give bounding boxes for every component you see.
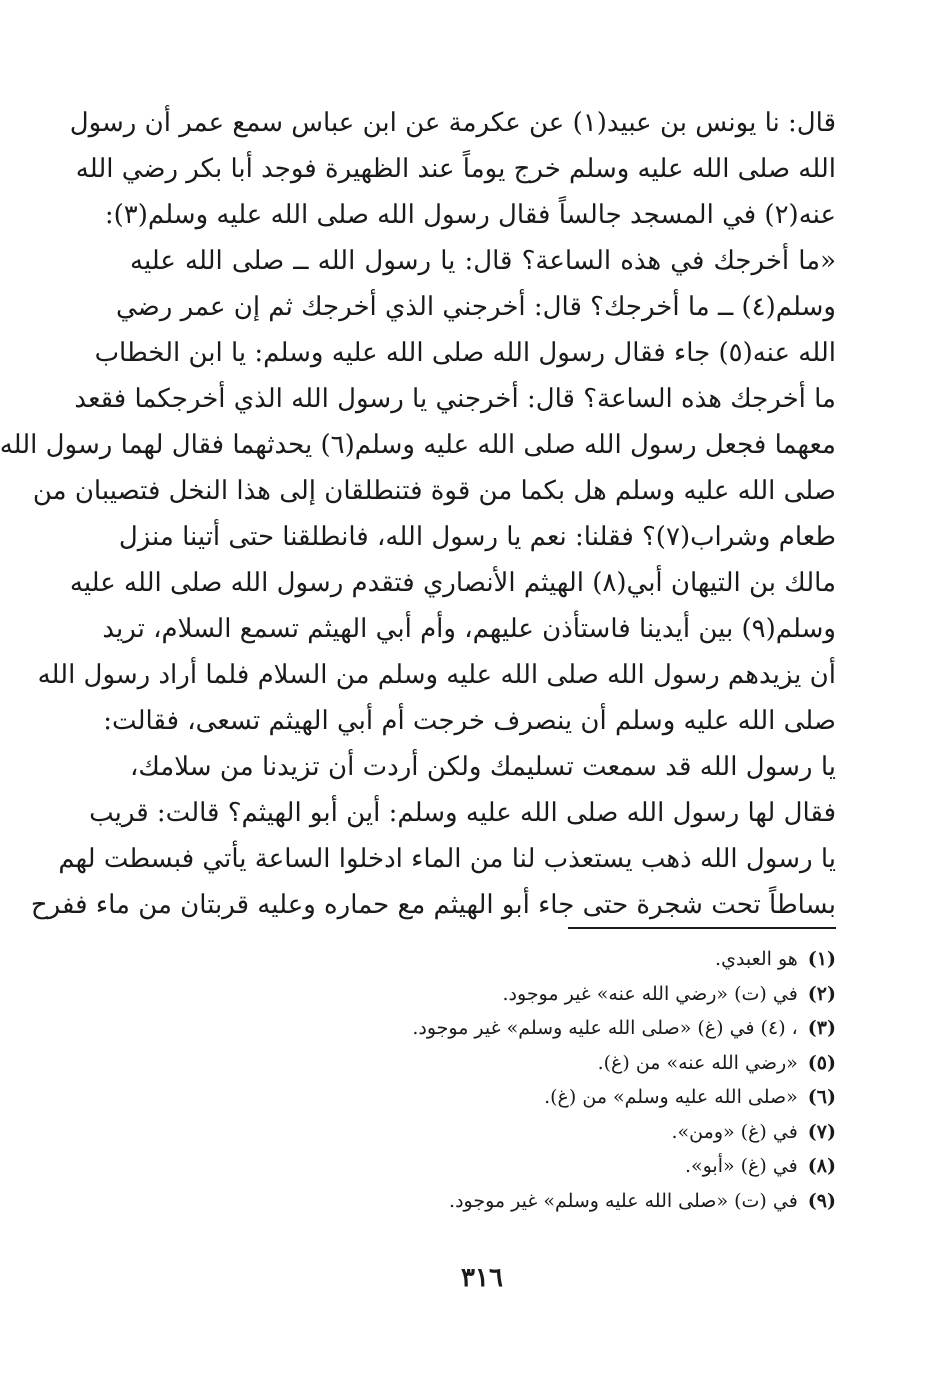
text-line: فقال لها رسول الله صلى الله عليه وسلم: أين أبو الهيثم؟ قالت: قريب [89, 798, 836, 828]
footnote-text: في (غ) «ومن». [671, 1120, 798, 1143]
footnote-text: «صلى الله عليه وسلم» من (غ). [544, 1086, 798, 1108]
footnote-number: (٦) [807, 1086, 836, 1108]
text-line: بساطاً تحت شجرة حتى جاء أبو الهيثم مع حماره وعليه قربتان من ماء ففرح [30, 890, 836, 920]
footnote-text: ، (٤) في (غ) «صلى الله عليه وسلم» غير موجود. [412, 1017, 798, 1039]
footnote-number: (١) [807, 948, 836, 970]
text-line: قال: نا يونس بن عبيد(١) عن عكرمة عن ابن عباس سمع عمر أن رسول [69, 108, 836, 138]
text-line: صلى الله عليه وسلم هل بكما من قوة فتنطلقان إلى هذا النخل فتصيبان من [32, 476, 836, 506]
text-line: معهما فجعل رسول الله صلى الله عليه وسلم(٦) يحدثهما فقال لهما رسول الله [0, 430, 836, 460]
footnote-item [276, 1011, 836, 1046]
footnote-text: في (ت) «رضي الله عنه» غير موجود. [502, 982, 798, 1005]
text-line: «ما أخرجك في هذه الساعة؟ قال: يا رسول الله ــ صلى الله عليه [130, 246, 836, 276]
text-line: يا رسول الله قد سمعت تسليمك ولكن أردت أن تزيدنا من سلامك، [130, 752, 836, 782]
footnote-item [276, 942, 836, 977]
footnote-number: (٥) [807, 1051, 836, 1074]
footnote-item [276, 1046, 836, 1081]
footnote-number: (٧) [807, 1120, 836, 1143]
footnote-text: في (ت) «صلى الله عليه وسلم» غير موجود. [449, 1189, 798, 1212]
footnote-item [276, 1149, 836, 1184]
text-line: الله عنه(٥) جاء فقال رسول الله صلى الله عليه وسلم: يا ابن الخطاب [94, 338, 836, 368]
main-text [0, 100, 836, 928]
footnote-text: هو العبدي. [715, 948, 798, 970]
text-line: ما أخرجك هذه الساعة؟ قال: أخرجني يا رسول الله الذي أخرجكما فقعد [74, 384, 836, 414]
text-line: أن يزيدهم رسول الله صلى الله عليه وسلم من السلام فلما أراد رسول الله [37, 660, 836, 690]
text-line: صلى الله عليه وسلم أن ينصرف خرجت أم أبي الهيثم تسعى، فقالت: [103, 706, 836, 736]
text-line: يا رسول الله ذهب يستعذب لنا من الماء ادخلوا الساعة يأتي فبسطت لهم [58, 844, 836, 874]
footnotes [276, 942, 836, 1218]
footnote-item [276, 977, 836, 1012]
text-line: طعام وشراب(٧)؟ فقلنا: نعم يا رسول الله، فانطلقنا حتى أتينا منزل [118, 522, 836, 552]
text-line: الله صلى الله عليه وسلم خرج يوماً عند الظهيرة فوجد أبا بكر رضي الله [75, 154, 836, 184]
footnote-number: (٢) [807, 982, 836, 1005]
footnote-item [276, 1115, 836, 1150]
page-number: ٣١٦ [461, 1263, 503, 1293]
footnote-item [276, 1080, 836, 1115]
footnote-text: «رضي الله عنه» من (غ). [597, 1051, 798, 1074]
footnote-item [276, 1184, 836, 1219]
text-line: وسلم(٩) بين أيدينا فاستأذن عليهم، وأم أبي الهيثم تسمع السلام، تريد [102, 614, 836, 644]
footnote-text: في (غ) «أبو». [684, 1155, 798, 1177]
text-line: عنه(٢) في المسجد جالساً فقال رسول الله صلى الله عليه وسلم(٣): [104, 200, 836, 230]
text-line: وسلم(٤) ــ ما أخرجك؟ قال: أخرجني الذي أخرجك ثم إن عمر رضي [116, 292, 836, 322]
footnote-number: (٣) [807, 1017, 836, 1039]
footnote-separator [568, 927, 836, 929]
text-line: مالك بن التيهان أبي(٨) الهيثم الأنصاري فتقدم رسول الله صلى الله عليه [69, 568, 836, 598]
footnote-number: (٩) [807, 1189, 836, 1212]
footnote-number: (٨) [807, 1155, 836, 1177]
